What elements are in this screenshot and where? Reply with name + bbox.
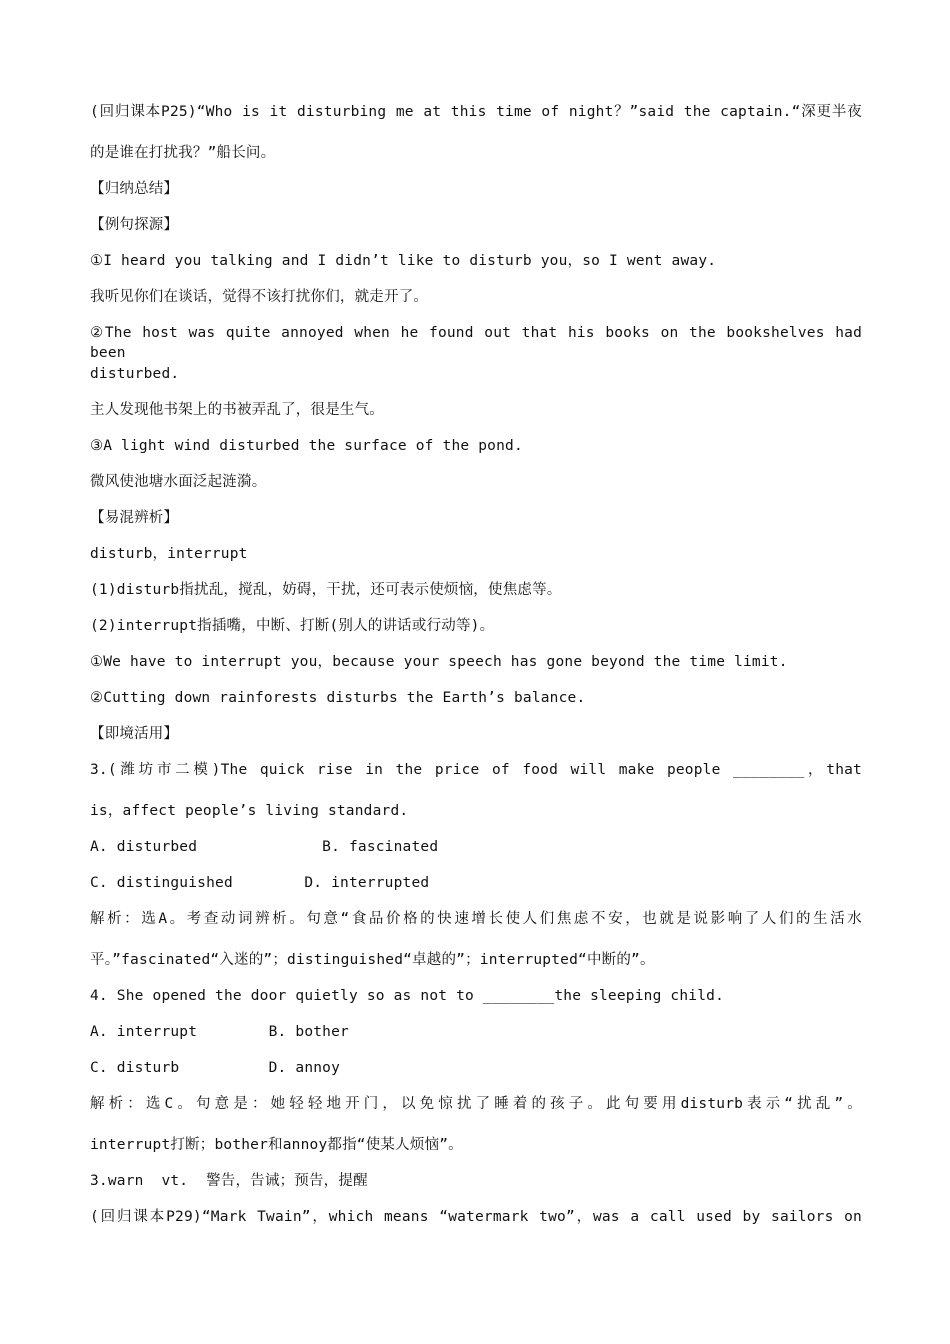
answer-options: C. disturb D. annoy <box>90 1060 341 1076</box>
section-heading: 【即境活用】 <box>90 726 179 742</box>
explanation-line: 解析：选A。考查动词辨析。句意“食品价格的快速增长使人们焦虑不安，也就是说影响了人们的生活水 <box>90 911 862 927</box>
text-line: (1)disturb指扰乱，搅乱，妨碍，干扰，还可表示使烦恼，使焦虑等。 <box>90 582 562 598</box>
question-stem: 4. She opened the door quietly so as not to ________the sleeping child. <box>90 988 725 1004</box>
section-heading: 【归纳总结】 <box>90 181 179 197</box>
answer-options: A. interrupt B. bother <box>90 1024 349 1040</box>
text-line: (回归课本P25)“Who is it disturbing me at this time of night？”said the captain.“深更半夜 <box>90 104 862 120</box>
text-line: disturb，interrupt <box>90 546 248 562</box>
question-stem: is，affect people’s living standard. <box>90 803 409 819</box>
section-heading: 【例句探源】 <box>90 217 179 233</box>
vocab-heading: 3.warn vt. 警告，告诫；预告，提醒 <box>90 1173 368 1189</box>
explanation-line: interrupt打断；bother和annoy都指“使某人烦恼”。 <box>90 1137 463 1153</box>
answer-options: C. distinguished D. interrupted <box>90 875 430 891</box>
answer-options: A. disturbed B. fascinated <box>90 839 439 855</box>
example-sentence: ②The host was quite annoyed when he found out that his books on the bookshelves had been <box>90 325 862 361</box>
translation-line: 主人发现他书架上的书被弄乱了，很是生气。 <box>90 402 384 418</box>
text-line: (2)interrupt指插嘴，中断、打断(别人的讲话或行动等)。 <box>90 618 495 634</box>
example-sentence: disturbed. <box>90 366 180 382</box>
text-line: (回归课本P29)“Mark Twain”，which means “watermark two”，was a call used by sailors on <box>90 1209 862 1225</box>
example-sentence: ①We have to interrupt you，because your speech has gone beyond the time limit. <box>90 654 788 670</box>
example-sentence: ②Cutting down rainforests disturbs the Earth’s balance. <box>90 690 586 706</box>
section-heading: 【易混辨析】 <box>90 510 179 526</box>
text-line: 的是谁在打扰我？”船长问。 <box>90 145 276 161</box>
question-stem: 3.(潍坊市二模)The quick rise in the price of food will make people ________，that <box>90 762 862 778</box>
example-sentence: ③A light wind disturbed the surface of the pond. <box>90 438 523 454</box>
translation-line: 我听见你们在谈话，觉得不该打扰你们，就走开了。 <box>90 289 429 305</box>
example-sentence: ①I heard you talking and I didn’t like to disturb you，so I went away. <box>90 253 717 269</box>
translation-line: 微风使池塘水面泛起涟漪。 <box>90 474 267 490</box>
explanation-line: 解析：选C。句意是：她轻轻地开门，以免惊扰了睡着的孩子。此句要用disturb表示“扰乱”。 <box>90 1096 862 1112</box>
explanation-line: 平。”fascinated“入迷的”；distinguished“卓越的”；interrupted“中断的”。 <box>90 952 655 968</box>
